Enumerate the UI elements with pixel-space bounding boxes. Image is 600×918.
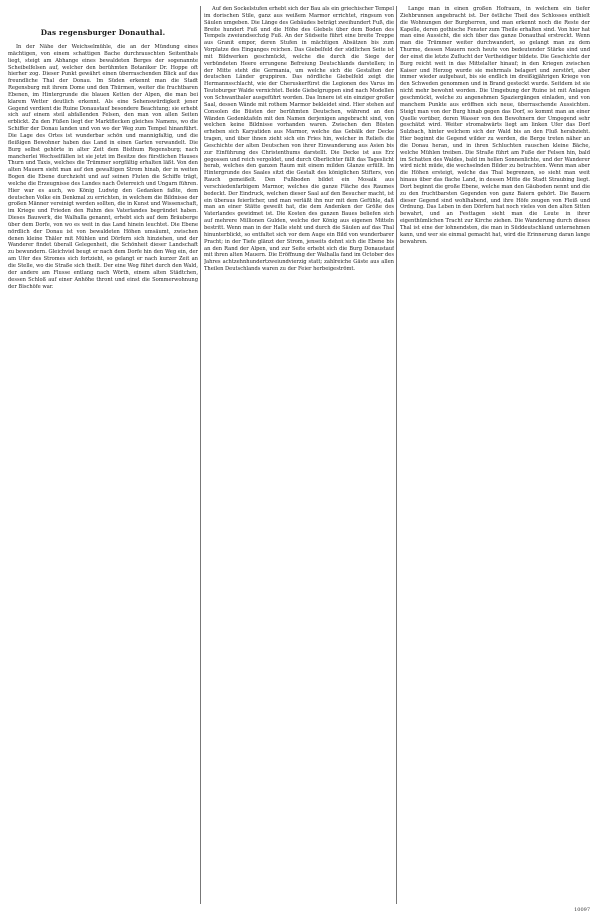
column-3-text: Lange man in einen großen Hofraum, in welchem ein tiefer Ziehbrunnen angebracht ist. Der östliche Theil des Schlosses enthielt die Wohnungen der Burgherren, und man erkennt noch die Reste der Kapelle, deren gothische Fenster zum Theile erhalten sind. Von hier hat man eine Aussicht, die sich über das ganze Donauthal erstreckt. Wenn man die Trümmer weiter durchwandert, so gelangt man zu dem Thurme, dessen Mauern noch heute von bedeutender Stärke sind und der einst die letzte Zuflucht der Vertheidiger bildete. Die Geschichte der Burg reicht weit in das Mittelalter hinauf; in den Kriegen zwischen Kaiser und Herzog wurde sie mehrmals belagert und zerstört, aber immer wieder aufgebaut, bis sie endlich im dreißigjährigen Kriege von den Schweden genommen und in Brand gesteckt wurde. Seitdem ist sie nicht mehr bewohnt worden. Die Umgebung der Ruine ist mit Anlagen geschmückt, welche zu angenehmen Spaziergängen einladen, und von manchem Punkte aus eröffnen sich neue, überraschende Aussichten. Steigt man von der Burg hinab gegen das Dorf, so kommt man an einer Quelle vorüber, deren Wasser von den Bewohnern der Umgegend sehr geschätzt wird. Weiter stromabwärts liegt am linken Ufer das Dorf Sulzbach, hinter welchem sich der Wald bis an den Fluß herabzieht. Hier beginnt die Gegend wilder zu werden, die Berge treten näher an die Donau heran, und in ihren Schluchten rauschen kleine Bäche, welche Mühlen treiben. Die Straße führt am Fuße der Felsen hin, bald im Schatten des Waldes, bald im hellen Sonnenlichte, und der Wanderer wird nicht müde, die wechselnden Bilder zu betrachten. Wenn man aber die Höhen ersteigt, welche das Thal begrenzen, so sieht man weit hinaus über das flache Land, in dessen Mitte die Stadt Straubing liegt. Dort beginnt die große Ebene, welche man den Gäuboden nennt und die zu den fruchtbarsten Gegenden von ganz Baiern gehört. Die Bauern dieser Gegend sind wohlhabend, und ihre Höfe zeugen von Fleiß und Ordnung. Das Leben in den Dörfern hat noch vieles von den alten Sitten bewahrt, und an Festtagen sieht man die Leute in ihrer eigenthümlichen Tracht zur Kirche ziehen. Die Wanderung durch dieses Thal ist eine der lohnendsten, die man in Süddeutschland unternehmen kann, und wer sie einmal gemacht hat, wird die Erinnerung daran lange bewahren. (400, 6, 590, 245)
column-1-text: In der Nähe der Weichselmühle, die an der Mündung eines mächtigen, von einem schattigen Bache durchrauschten Seitenthals liegt, steigt am Abhange eines bewaldeten Berges der sogenannte Scheibelfelsen auf, welcher den berühmten Botaniker Dr. Hoppe oft hierher zog. Dieser Punkt gewährt einen überraschenden Blick auf das freundliche Thal der Donau. Im Süden erkennt man die Stadt Regensburg mit ihrem Dome und den Thürmen, weiter die fruchtbaren Ebenen, im Hintergrunde die blauen Ketten der Alpen, die man bei klarem Wetter deutlich erkennt. Als eine Sehenswürdigkeit jener Gegend verdient die Ruine Donaustauf besondere Beachtung; sie erhebt sich auf einem steil abfallenden Felsen, den man von allen Seiten erblickt. Zu den Füßen liegt der Marktflecken gleiches Namens, wo die Schiffer der Donau landen und von wo der Weg zum Tempel hinanführt. Die Lage des Ortes ist wunderbar schön und mannigfaltig, und die fleißigen Bewohner haben das Land in einen Garten verwandelt. Die Burg selbst gehörte in alter Zeit dem Bisthum Regensburg; nach mancherlei Wechselfällen ist sie jetzt im Besitze des fürstlichen Hauses Thurn und Taxis, welches die Trümmer sorgfältig erhalten läßt. Von den alten Mauern sieht man auf den gewaltigen Strom hinab, der in weiten Bogen die Ebene durchzieht und auf seinen Fluten die Schiffe trägt, welche die Erzeugnisse des Landes nach Österreich und Ungarn führen. Hier war es auch, wo König Ludwig den Gedanken faßte, dem deutschen Volke ein Denkmal zu errichten, in welchem die Bildnisse der großen Männer vereinigt werden sollten, die in Kunst und Wissenschaft, im Kriege und Frieden den Ruhm des Vaterlandes begründet haben. Dieses Bauwerk, die Walhalla genannt, erhebt sich auf dem Bräuberge über dem Dorfe, von wo es weit in das Land hinein leuchtet. Die Ebene nördlich der Donau ist von bewaldeten Höhen umsäumt, zwischen denen kleine Thäler mit Mühlen und Dörfern sich hinziehen, und der Wanderer findet überall Gelegenheit, die Schönheit dieser Landschaft zu bewundern. Gleichviel beugt er nach dem Dorfe hin den Weg ein, der am Ufer des Stromes sich fortzieht, so gelangt er nach kurzer Zeit an die Stelle, wo die Straße sich theilt. Der eine Weg führt durch den Wald, der andere am Flusse entlang nach Wörth, einem alten Städtchen, dessen Schloß auf einer Anhöhe thront und einst die Sommerwohnung der Bischöfe war. (8, 44, 198, 290)
page-signature: 10097 (574, 907, 590, 913)
article-title: Das regensburger Donauthal. (40, 28, 166, 37)
column-divider-1 (200, 6, 201, 904)
text-column-3 (400, 6, 590, 904)
text-column-2 (204, 6, 394, 904)
column-divider-2 (396, 6, 397, 904)
column-2-text: Auf den Sockelstufen erhebt sich der Bau als ein griechischer Tempel im dorischen Stile, ganz aus weißem Marmor errichtet, ringsum von Säulen umgeben. Die Länge des Gebäudes beträgt zweihundert Fuß, die Breite hundert Fuß und die Höhe des Giebels über dem Boden des Tempels zweiundsechzig Fuß. An der Südseite führt eine breite Treppe aus Granit empor, deren Stufen in mächtigen Absätzen bis zum Vorplatze des Einganges reichen. Das Giebelfeld der südlichen Seite ist mit Bildwerken geschmückt, welche die durch die Siege der verbündeten Heere errungene Befreiung Deutschlands darstellen; in der Mitte steht die Germania, um welche sich die Gestalten der deutschen Länder gruppiren. Das nördliche Giebelfeld zeigt die Hermannsschlacht, wie der Cheruskerfürst die Legionen des Varus im Teutoburger Walde vernichtet. Beide Giebelgruppen sind nach Modellen von Schwanthaler ausgeführt worden. Das Innere ist ein einziger großer Saal, dessen Wände mit rothem Marmor bekleidet sind. Hier stehen auf Consolen die Büsten der berühmten Deutschen, während an den Wänden Gedenktafeln mit den Namen derjenigen angebracht sind, von welchen keine Bildnisse vorhanden waren. Zwischen den Büsten erheben sich Karyatiden aus Marmor, welche das Gebälk der Decke tragen, und über ihnen zieht sich ein Fries hin, welcher in Reliefs die Geschichte der alten Deutschen von ihrer Einwanderung aus Asien bis zur Einführung des Christenthums darstellt. Die Decke ist aus Erz gegossen und reich vergoldet, und durch Oberlichter fällt das Tageslicht herab, welches den ganzen Raum mit einem milden Glanze erfüllt. Im Hintergrunde des Saales sitzt die Gestalt des königlichen Stifters, von Rauch gemeißelt. Den Fußboden bildet ein Mosaik aus verschiedenfarbigem Marmor, welches die ganze Fläche des Raumes bedeckt. Der Eindruck, welchen dieser Saal auf den Besucher macht, ist ein überaus feierlicher, und man verläßt ihn nur mit dem Gefühle, daß man an einer Stätte geweilt hat, die dem Andenken der Größe des Vaterlandes gewidmet ist. Die Kosten des ganzen Baues beliefen sich auf mehrere Millionen Gulden, welche der König aus eigenen Mitteln bestritt. Wenn man in der Halle steht und durch die Säulen auf das Thal hinunterblickt, so entfaltet sich vor dem Auge ein Bild von wunderbarer Pracht; in der Tiefe glänzt der Strom, jenseits dehnt sich die Ebene bis an den Rand der Alpen, und zur Seite erhebt sich die Burg Donaustauf mit ihren alten Mauern. Die Eröffnung der Walhalla fand im October des Jahres achtzehnhundertzweiundvierzig statt; zahlreiche Gäste aus allen Theilen Deutschlands waren zu der Feier herbeigeströmt. (204, 6, 394, 273)
text-column-1 (8, 44, 198, 904)
